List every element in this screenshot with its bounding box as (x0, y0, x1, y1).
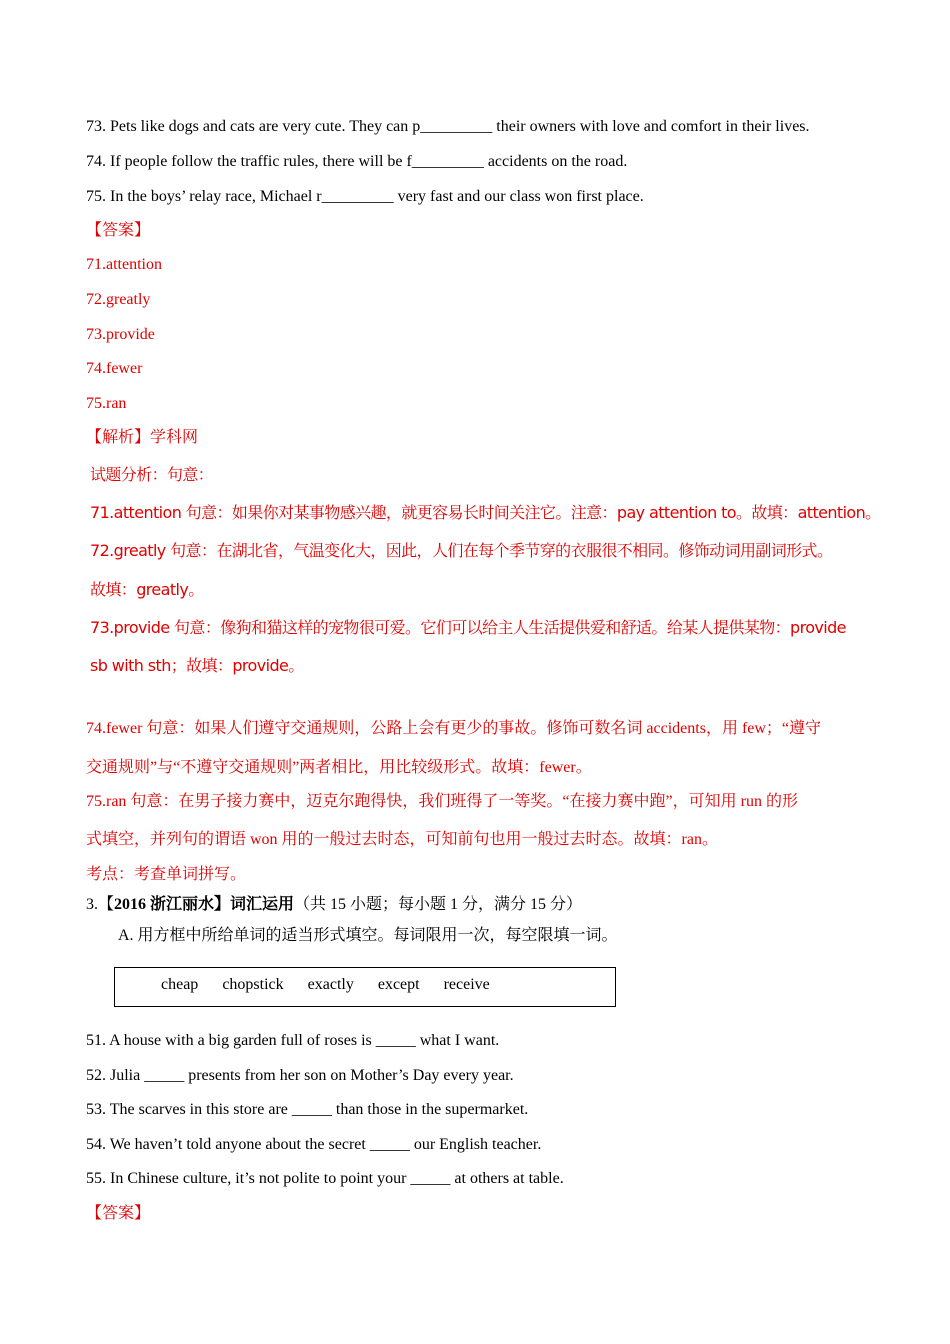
answer-71: 71.attention (86, 256, 162, 273)
word-bank-item: chopstick (222, 976, 284, 993)
analysis-73-cont: sb with sth；故填：provide。 (90, 656, 304, 675)
analysis-72-cont: 故填：greatly。 (90, 580, 204, 599)
section-3-prefix: 3.【 (86, 896, 115, 913)
question-53: 53. The scarves in this store are _____ than those in the supermarket. (86, 1101, 529, 1118)
analysis-intro: 试题分析：句意： (90, 465, 214, 484)
word-bank-item: receive (443, 976, 490, 993)
analysis-75-cont: 式填空，并列句的谓语 won 用的一般过去时态，可知前句也用一般过去时态。故填：ran。 (86, 831, 718, 848)
answer-72: 72.greatly (86, 291, 151, 308)
analysis-72: 72.greatly 句意：在湖北省，气温变化大，因此，人们在每个季节穿的衣服很不相同。修饰动词用副词形式。 (90, 541, 833, 560)
analysis-label: 【解析】学科网 (86, 429, 199, 446)
word-bank-box (114, 967, 616, 1007)
section-3-instruction: A. 用方框中所给单词的适当形式填空。每词限用一次，每空限填一词。 (118, 927, 618, 944)
section-3-suffix: （共 15 小题；每小题 1 分，满分 15 分） (294, 896, 583, 913)
section-3-heading (86, 895, 582, 915)
word-bank-item: except (377, 976, 420, 993)
question-73: 73. Pets like dogs and cats are very cute. They can p_________ their owners with love and comfort in their lives. (86, 118, 810, 135)
question-74: 74. If people follow the traffic rules, there will be f_________ accidents on the road. (86, 153, 628, 170)
analysis-71: 71.attention 句意：如果你对某事物感兴趣，就更容易长时间关注它。注意：pay attention to。故填：attention。 (90, 503, 881, 522)
word-bank-item: exactly (307, 976, 354, 993)
word-bank-words (161, 976, 510, 994)
question-51: 51. A house with a big garden full of roses is _____ what I want. (86, 1032, 500, 1049)
answer-label: 【答案】 (86, 222, 151, 239)
analysis-74-cont: 交通规则”与“不遵守交通规则”两者相比，用比较级形式。故填：fewer。 (86, 759, 592, 776)
answer-74: 74.fewer (86, 360, 143, 377)
question-54: 54. We haven’t told anyone about the secret _____ our English teacher. (86, 1136, 542, 1153)
analysis-73: 73.provide 句意：像狗和猫这样的宠物很可爱。它们可以给主人生活提供爱和舒适。给某人提供某物：provide (90, 618, 846, 637)
word-bank-item: cheap (161, 976, 199, 993)
answer-label-bottom: 【答案】 (86, 1205, 151, 1222)
question-52: 52. Julia _____ presents from her son on Mother’s Day every year. (86, 1067, 514, 1084)
question-55: 55. In Chinese culture, it’s not polite to point your _____ at others at table. (86, 1170, 564, 1187)
analysis-75: 75.ran 句意：在男子接力赛中，迈克尔跑得快，我们班得了一等奖。“在接力赛中跑”，可知用 run 的形 (86, 793, 798, 810)
key-point: 考点：考查单词拼写。 (86, 866, 247, 883)
answer-73: 73.provide (86, 326, 155, 343)
section-3-source: 2016 浙江丽水】词汇运用 (114, 896, 295, 913)
analysis-74: 74.fewer 句意：如果人们遵守交通规则，公路上会有更少的事故。修饰可数名词 accidents，用 few；“遵守 (86, 720, 822, 737)
question-75: 75. In the boys’ relay race, Michael r_________ very fast and our class won first place. (86, 188, 644, 205)
answer-75: 75.ran (86, 395, 127, 412)
